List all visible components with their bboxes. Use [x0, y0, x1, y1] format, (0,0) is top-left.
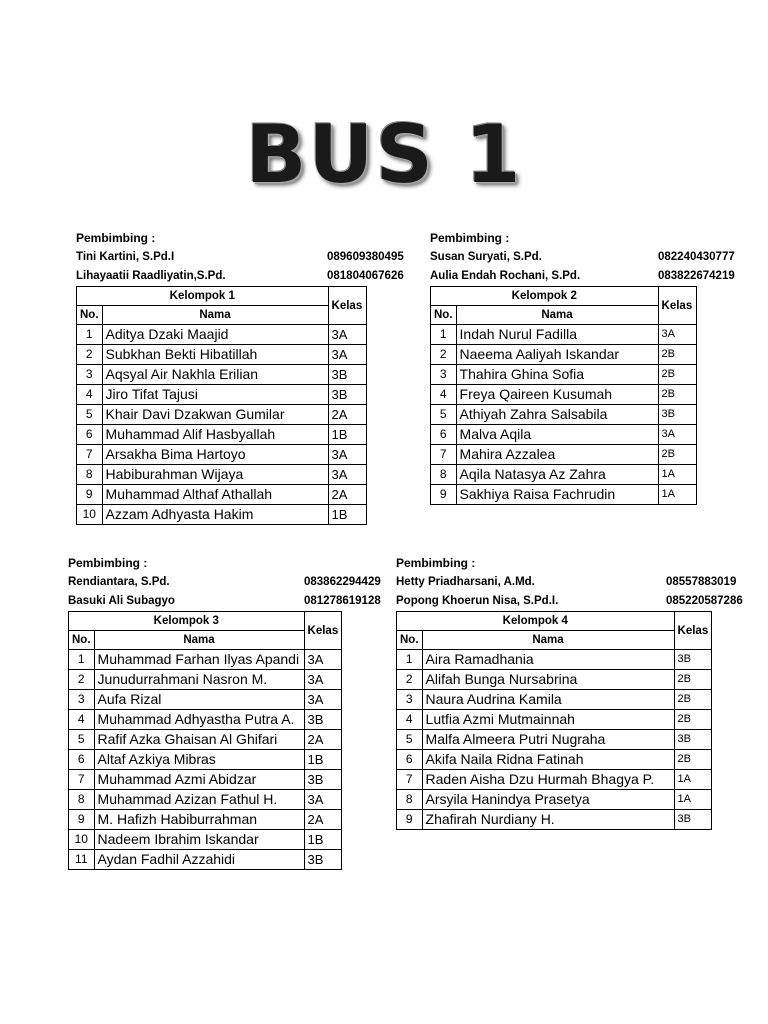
student-kelas: 3A — [658, 325, 696, 345]
table-row — [69, 690, 342, 710]
no-header: No. — [69, 631, 95, 650]
kelas-header: Kelas — [674, 612, 712, 650]
guide-phone: 085220587286 — [666, 595, 743, 607]
student-kelas: 3B — [674, 730, 712, 750]
student-no: 5 — [69, 730, 95, 750]
student-kelas: 3A — [304, 690, 342, 710]
student-no: 9 — [77, 485, 103, 505]
guide-row — [430, 267, 735, 286]
student-name: Raden Aisha Dzu Hurmah Bhagya P. — [422, 770, 674, 790]
student-name: Junudurrahmani Nasron M. — [94, 670, 304, 690]
student-no: 1 — [431, 325, 457, 345]
table-row — [431, 345, 697, 365]
student-no: 8 — [431, 465, 457, 485]
student-kelas: 3B — [304, 770, 342, 790]
student-kelas: 2B — [658, 445, 696, 465]
guide-phone: 081804067626 — [327, 270, 404, 282]
student-no: 6 — [77, 425, 103, 445]
table-row — [69, 650, 342, 670]
table-row — [77, 345, 367, 365]
student-kelas: 3B — [328, 385, 366, 405]
student-name: Aira Ramadhania — [422, 650, 674, 670]
student-name: Freya Qaireen Kusumah — [456, 385, 658, 405]
table-row — [69, 810, 342, 830]
student-no: 3 — [431, 365, 457, 385]
page-title: BUS 1 — [245, 108, 523, 201]
student-kelas: 3A — [328, 445, 366, 465]
guide-row — [396, 573, 737, 592]
table-row — [397, 710, 712, 730]
student-no: 6 — [397, 750, 423, 770]
student-no: 9 — [431, 485, 457, 505]
table-row — [431, 365, 697, 385]
student-name: Arsyila Hanindya Prasetya — [422, 790, 674, 810]
student-name: Altaf Azkiya Mibras — [94, 750, 304, 770]
student-name: Khair Davi Dzakwan Gumilar — [102, 405, 328, 425]
student-name: Habiburahman Wijaya — [102, 465, 328, 485]
pembimbing-label: Pembimbing : — [396, 556, 476, 570]
student-name: Lutfia Azmi Mutmainnah — [422, 710, 674, 730]
no-header: No. — [431, 306, 457, 325]
student-name: Zhafirah Nurdiany H. — [422, 810, 674, 830]
student-table — [76, 286, 367, 525]
student-kelas: 3A — [328, 345, 366, 365]
student-no: 7 — [397, 770, 423, 790]
kelompok-header: Kelompok 2 — [431, 287, 659, 306]
student-name: Azzam Adhyasta Hakim — [102, 505, 328, 525]
table-row — [397, 730, 712, 750]
student-name: Muhammad Althaf Athallah — [102, 485, 328, 505]
student-name: Sakhiya Raisa Fachrudin — [456, 485, 658, 505]
guide-name: Hetty Priadharsani, A.Md. — [396, 576, 535, 588]
student-name: Rafif Azka Ghaisan Al Ghifari — [94, 730, 304, 750]
student-table — [396, 611, 712, 830]
student-kelas: 1A — [658, 485, 696, 505]
student-kelas: 1A — [658, 465, 696, 485]
student-kelas: 1A — [674, 790, 712, 810]
student-name: Aufa Rizal — [94, 690, 304, 710]
student-name: Naura Audrina Kamila — [422, 690, 674, 710]
student-no: 11 — [69, 850, 95, 870]
student-name: Nadeem Ibrahim Iskandar — [94, 830, 304, 850]
student-name: Muhammad Azmi Abidzar — [94, 770, 304, 790]
student-no: 4 — [397, 710, 423, 730]
nama-header: Nama — [456, 306, 658, 325]
guide-row — [430, 248, 735, 267]
student-name: Indah Nurul Fadilla — [456, 325, 658, 345]
table-row — [69, 670, 342, 690]
student-no: 1 — [77, 325, 103, 345]
guide-row — [68, 573, 381, 592]
student-name: Muhammad Azizan Fathul H. — [94, 790, 304, 810]
kelompok-header: Kelompok 1 — [77, 287, 329, 306]
guide-phone: 083822674219 — [658, 270, 735, 282]
student-kelas: 2A — [304, 810, 342, 830]
student-name: Aqsyal Air Nakhla Erilian — [102, 365, 328, 385]
guide-phone: 089609380495 — [327, 251, 404, 263]
guide-row — [68, 592, 381, 611]
table-row — [431, 465, 697, 485]
guide-row — [76, 267, 404, 286]
student-no: 3 — [69, 690, 95, 710]
pembimbing-label: Pembimbing : — [68, 556, 148, 570]
student-kelas: 3B — [658, 405, 696, 425]
student-kelas: 1A — [674, 770, 712, 790]
student-name: Alifah Bunga Nursabrina — [422, 670, 674, 690]
guide-phone: 083862294429 — [304, 576, 381, 588]
table-row — [397, 750, 712, 770]
student-kelas: 2A — [328, 485, 366, 505]
student-kelas: 2B — [674, 710, 712, 730]
student-name: Arsakha Bima Hartoyo — [102, 445, 328, 465]
student-kelas: 1B — [304, 750, 342, 770]
nama-header: Nama — [102, 306, 328, 325]
student-kelas: 3A — [328, 465, 366, 485]
guide-row — [396, 592, 743, 611]
student-kelas: 3A — [304, 790, 342, 810]
table-row — [77, 505, 367, 525]
student-kelas: 2A — [328, 405, 366, 425]
student-kelas: 2B — [658, 345, 696, 365]
student-name: Malfa Almeera Putri Nugraha — [422, 730, 674, 750]
student-kelas: 2B — [674, 670, 712, 690]
table-row — [431, 325, 697, 345]
student-no: 8 — [69, 790, 95, 810]
student-no: 10 — [69, 830, 95, 850]
no-header: No. — [397, 631, 423, 650]
table-row — [431, 485, 697, 505]
student-name: Muhammad Farhan Ilyas Apandi — [94, 650, 304, 670]
student-name: Jiro Tifat Tajusi — [102, 385, 328, 405]
student-kelas: 2B — [658, 365, 696, 385]
nama-header: Nama — [94, 631, 304, 650]
student-no: 6 — [431, 425, 457, 445]
student-no: 1 — [69, 650, 95, 670]
kelas-header: Kelas — [304, 612, 342, 650]
table-row — [397, 790, 712, 810]
student-no: 7 — [431, 445, 457, 465]
student-no: 9 — [397, 810, 423, 830]
student-no: 1 — [397, 650, 423, 670]
student-kelas: 3A — [658, 425, 696, 445]
table-row — [77, 425, 367, 445]
student-no: 5 — [431, 405, 457, 425]
table-row — [77, 325, 367, 345]
student-kelas: 3B — [674, 650, 712, 670]
guide-phone: 08557883019 — [666, 576, 737, 588]
guide-name: Aulia Endah Rochani, S.Pd. — [430, 270, 581, 282]
student-name: M. Hafizh Habiburrahman — [94, 810, 304, 830]
kelas-header: Kelas — [658, 287, 696, 325]
kelompok-header: Kelompok 4 — [397, 612, 675, 631]
table-row — [69, 710, 342, 730]
no-header: No. — [77, 306, 103, 325]
student-no: 7 — [69, 770, 95, 790]
group-kelompok-2 — [430, 228, 735, 505]
student-no: 8 — [77, 465, 103, 485]
student-kelas: 1B — [328, 425, 366, 445]
student-name: Naeema Aaliyah Iskandar — [456, 345, 658, 365]
student-name: Akifa Naila Ridna Fatinah — [422, 750, 674, 770]
student-name: Muhammad Adhyastha Putra A. — [94, 710, 304, 730]
student-kelas: 3B — [304, 850, 342, 870]
guide-name: Tini Kartini, S.Pd.I — [76, 251, 175, 263]
student-no: 4 — [77, 385, 103, 405]
student-no: 2 — [69, 670, 95, 690]
student-name: Aqila Natasya Az Zahra — [456, 465, 658, 485]
guide-phone: 081278619128 — [304, 595, 381, 607]
guide-name: Basuki Ali Subagyo — [68, 595, 175, 607]
student-kelas: 1B — [304, 830, 342, 850]
guide-row — [76, 248, 404, 267]
table-row — [431, 385, 697, 405]
table-row — [69, 790, 342, 810]
student-kelas: 3A — [328, 325, 366, 345]
student-name: Subkhan Bekti Hibatillah — [102, 345, 328, 365]
student-kelas: 1B — [328, 505, 366, 525]
table-row — [69, 730, 342, 750]
student-no: 2 — [397, 670, 423, 690]
group-kelompok-3 — [68, 553, 381, 870]
guide-name: Susan Suryati, S.Pd. — [430, 251, 542, 263]
student-no: 4 — [431, 385, 457, 405]
table-row — [397, 810, 712, 830]
student-name: Aydan Fadhil Azzahidi — [94, 850, 304, 870]
group-kelompok-4 — [396, 553, 743, 830]
pembimbing-label: Pembimbing : — [430, 231, 510, 245]
pembimbing-label: Pembimbing : — [76, 231, 156, 245]
student-no: 4 — [69, 710, 95, 730]
nama-header: Nama — [422, 631, 674, 650]
table-row — [431, 425, 697, 445]
student-kelas: 2A — [304, 730, 342, 750]
student-table — [430, 286, 697, 505]
table-row — [77, 405, 367, 425]
table-row — [397, 670, 712, 690]
student-kelas: 3A — [304, 650, 342, 670]
student-no: 3 — [397, 690, 423, 710]
student-no: 5 — [77, 405, 103, 425]
table-row — [77, 445, 367, 465]
table-row — [397, 690, 712, 710]
student-kelas: 3B — [328, 365, 366, 385]
kelas-header: Kelas — [328, 287, 366, 325]
group-kelompok-1 — [76, 228, 404, 525]
student-kelas: 2B — [674, 750, 712, 770]
student-kelas: 3A — [304, 670, 342, 690]
guide-name: Lihayaatii Raadliyatin,S.Pd. — [76, 270, 226, 282]
student-no: 2 — [431, 345, 457, 365]
student-name: Aditya Dzaki Maajid — [102, 325, 328, 345]
table-row — [77, 365, 367, 385]
student-no: 3 — [77, 365, 103, 385]
student-name: Athiyah Zahra Salsabila — [456, 405, 658, 425]
student-kelas: 2B — [674, 690, 712, 710]
student-no: 8 — [397, 790, 423, 810]
student-no: 5 — [397, 730, 423, 750]
student-kelas: 2B — [658, 385, 696, 405]
guide-phone: 082240430777 — [658, 251, 735, 263]
table-row — [397, 650, 712, 670]
table-row — [69, 770, 342, 790]
table-row — [397, 770, 712, 790]
table-row — [77, 465, 367, 485]
kelompok-header: Kelompok 3 — [69, 612, 305, 631]
table-row — [69, 830, 342, 850]
guide-name: Rendiantara, S.Pd. — [68, 576, 170, 588]
student-no: 7 — [77, 445, 103, 465]
student-no: 2 — [77, 345, 103, 365]
student-no: 10 — [77, 505, 103, 525]
table-row — [69, 750, 342, 770]
student-no: 9 — [69, 810, 95, 830]
table-row — [431, 445, 697, 465]
student-name: Mahira Azzalea — [456, 445, 658, 465]
table-row — [431, 405, 697, 425]
student-kelas: 3B — [674, 810, 712, 830]
student-name: Thahira Ghina Sofia — [456, 365, 658, 385]
guide-name: Popong Khoerun Nisa, S.Pd.I. — [396, 595, 559, 607]
student-no: 6 — [69, 750, 95, 770]
student-name: Muhammad Alif Hasbyallah — [102, 425, 328, 445]
table-row — [77, 485, 367, 505]
student-table — [68, 611, 342, 870]
student-kelas: 3B — [304, 710, 342, 730]
table-row — [77, 385, 367, 405]
student-name: Malva Aqila — [456, 425, 658, 445]
table-row — [69, 850, 342, 870]
